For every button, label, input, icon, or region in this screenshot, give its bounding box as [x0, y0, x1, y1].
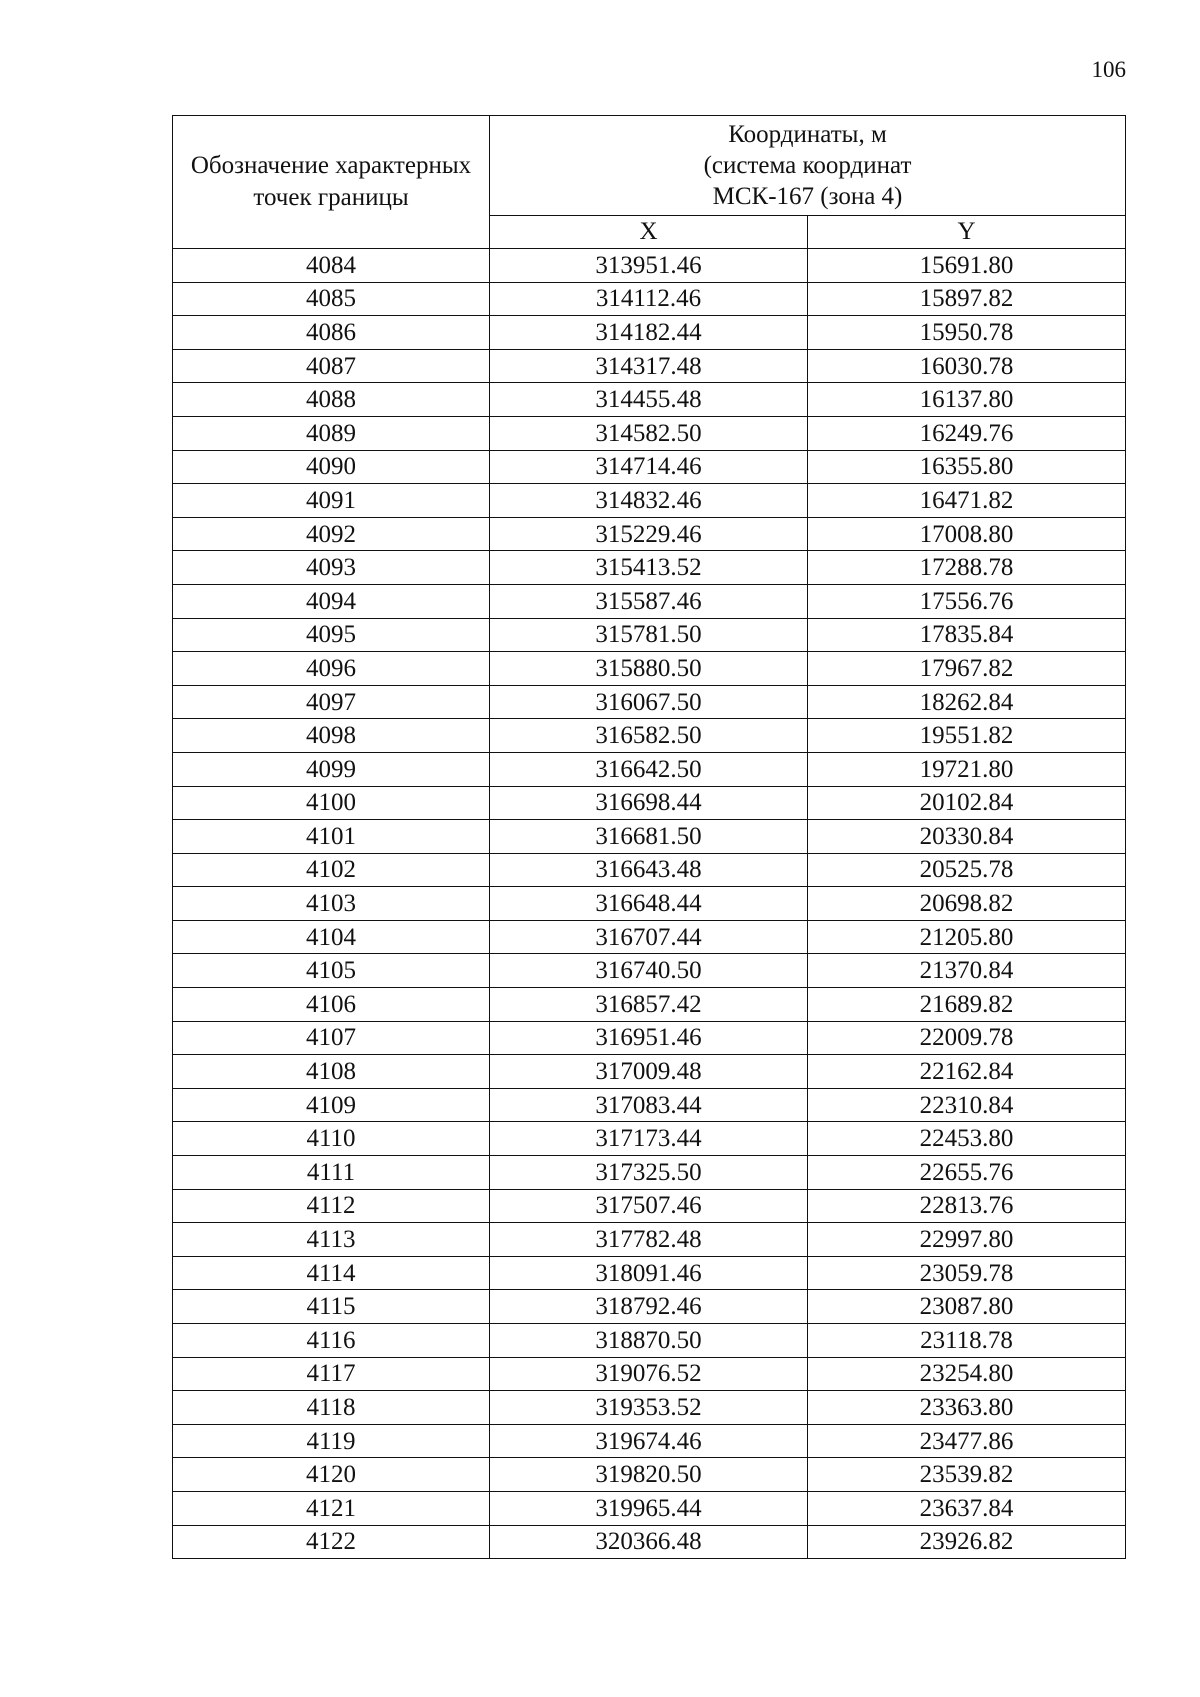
x-cell: 317782.48 [490, 1223, 808, 1257]
point-cell: 4121 [173, 1491, 490, 1525]
table-row [173, 719, 1126, 753]
x-cell: 315880.50 [490, 652, 808, 686]
point-cell: 4115 [173, 1290, 490, 1324]
point-cell: 4086 [173, 316, 490, 350]
table-row [173, 282, 1126, 316]
point-cell: 4111 [173, 1156, 490, 1190]
x-cell: 316857.42 [490, 988, 808, 1022]
y-cell: 22453.80 [808, 1122, 1126, 1156]
point-cell: 4117 [173, 1357, 490, 1391]
x-cell: 319076.52 [490, 1357, 808, 1391]
table-row [173, 1324, 1126, 1358]
table-row [173, 416, 1126, 450]
y-cell: 16030.78 [808, 349, 1126, 383]
point-cell: 4119 [173, 1424, 490, 1458]
table-row [173, 853, 1126, 887]
point-cell: 4102 [173, 853, 490, 887]
x-cell: 318792.46 [490, 1290, 808, 1324]
x-cell: 314832.46 [490, 484, 808, 518]
y-cell: 17288.78 [808, 551, 1126, 585]
point-cell: 4098 [173, 719, 490, 753]
table-row [173, 954, 1126, 988]
y-cell: 20330.84 [808, 820, 1126, 854]
table-row [173, 1458, 1126, 1492]
table-row [173, 652, 1126, 686]
x-cell: 316698.44 [490, 786, 808, 820]
y-cell: 22162.84 [808, 1055, 1126, 1089]
point-cell: 4096 [173, 652, 490, 686]
x-cell: 316643.48 [490, 853, 808, 887]
table-row [173, 887, 1126, 921]
y-cell: 16249.76 [808, 416, 1126, 450]
y-cell: 23477.86 [808, 1424, 1126, 1458]
y-cell: 22310.84 [808, 1088, 1126, 1122]
y-cell: 23637.84 [808, 1491, 1126, 1525]
table-row [173, 1156, 1126, 1190]
point-cell: 4113 [173, 1223, 490, 1257]
x-cell: 316681.50 [490, 820, 808, 854]
table-row [173, 1189, 1126, 1223]
point-cell: 4118 [173, 1391, 490, 1425]
point-cell: 4114 [173, 1256, 490, 1290]
y-cell: 20102.84 [808, 786, 1126, 820]
point-cell: 4108 [173, 1055, 490, 1089]
y-cell: 23087.80 [808, 1290, 1126, 1324]
y-cell: 22997.80 [808, 1223, 1126, 1257]
table-row [173, 517, 1126, 551]
x-cell: 315413.52 [490, 551, 808, 585]
table-header [173, 116, 1126, 249]
table-row [173, 551, 1126, 585]
y-cell: 16471.82 [808, 484, 1126, 518]
table-row [173, 1256, 1126, 1290]
header-coordinates [490, 116, 1126, 216]
y-cell: 20698.82 [808, 887, 1126, 921]
table-row [173, 484, 1126, 518]
x-cell: 316582.50 [490, 719, 808, 753]
point-cell: 4116 [173, 1324, 490, 1358]
table-row [173, 1055, 1126, 1089]
y-cell: 20525.78 [808, 853, 1126, 887]
point-cell: 4109 [173, 1088, 490, 1122]
point-cell: 4097 [173, 685, 490, 719]
table-row [173, 685, 1126, 719]
point-cell: 4099 [173, 752, 490, 786]
point-cell: 4105 [173, 954, 490, 988]
y-cell: 17835.84 [808, 618, 1126, 652]
x-cell: 314112.46 [490, 282, 808, 316]
x-cell: 313951.46 [490, 249, 808, 283]
x-cell: 319965.44 [490, 1491, 808, 1525]
y-cell: 23254.80 [808, 1357, 1126, 1391]
x-cell: 316642.50 [490, 752, 808, 786]
table-row [173, 316, 1126, 350]
y-cell: 23363.80 [808, 1391, 1126, 1425]
point-cell: 4101 [173, 820, 490, 854]
x-cell: 317325.50 [490, 1156, 808, 1190]
point-cell: 4094 [173, 584, 490, 618]
table-row [173, 249, 1126, 283]
point-cell: 4103 [173, 887, 490, 921]
table-row [173, 1391, 1126, 1425]
y-cell: 22009.78 [808, 1021, 1126, 1055]
table-row [173, 1122, 1126, 1156]
point-cell: 4084 [173, 249, 490, 283]
table-row [173, 1357, 1126, 1391]
table-row [173, 450, 1126, 484]
x-cell: 319353.52 [490, 1391, 808, 1425]
y-cell: 22655.76 [808, 1156, 1126, 1190]
x-cell: 316648.44 [490, 887, 808, 921]
table-row [173, 618, 1126, 652]
table-row [173, 1525, 1126, 1559]
table-row [173, 820, 1126, 854]
point-cell: 4122 [173, 1525, 490, 1559]
y-cell: 17556.76 [808, 584, 1126, 618]
table-row [173, 1021, 1126, 1055]
x-cell: 317507.46 [490, 1189, 808, 1223]
header-coordinates-line3: МСК-167 (зона 4) [712, 182, 903, 210]
x-cell: 318091.46 [490, 1256, 808, 1290]
y-cell: 19721.80 [808, 752, 1126, 786]
point-cell: 4090 [173, 450, 490, 484]
x-cell: 314455.48 [490, 383, 808, 417]
table-row [173, 988, 1126, 1022]
table-row [173, 786, 1126, 820]
x-cell: 315229.46 [490, 517, 808, 551]
table-row [173, 1088, 1126, 1122]
point-cell: 4092 [173, 517, 490, 551]
table-row [173, 584, 1126, 618]
x-cell: 314317.48 [490, 349, 808, 383]
x-cell: 320366.48 [490, 1525, 808, 1559]
y-cell: 16355.80 [808, 450, 1126, 484]
y-cell: 16137.80 [808, 383, 1126, 417]
table-row [173, 1491, 1126, 1525]
x-cell: 314182.44 [490, 316, 808, 350]
y-cell: 15897.82 [808, 282, 1126, 316]
header-coordinates-line1: Координаты, м [728, 120, 887, 148]
x-cell: 316740.50 [490, 954, 808, 988]
table-body [173, 249, 1126, 1559]
x-cell: 316707.44 [490, 920, 808, 954]
point-cell: 4091 [173, 484, 490, 518]
point-cell: 4095 [173, 618, 490, 652]
y-cell: 21205.80 [808, 920, 1126, 954]
point-cell: 4087 [173, 349, 490, 383]
page-number: 106 [1091, 57, 1126, 82]
table-row [173, 1223, 1126, 1257]
y-cell: 17008.80 [808, 517, 1126, 551]
table-row [173, 349, 1126, 383]
y-cell: 17967.82 [808, 652, 1126, 686]
point-cell: 4089 [173, 416, 490, 450]
y-cell: 15691.80 [808, 249, 1126, 283]
x-cell: 315587.46 [490, 584, 808, 618]
point-cell: 4088 [173, 383, 490, 417]
table-row [173, 383, 1126, 417]
x-cell: 314582.50 [490, 416, 808, 450]
point-cell: 4106 [173, 988, 490, 1022]
x-cell: 319674.46 [490, 1424, 808, 1458]
point-cell: 4110 [173, 1122, 490, 1156]
y-cell: 21689.82 [808, 988, 1126, 1022]
y-cell: 22813.76 [808, 1189, 1126, 1223]
x-cell: 317009.48 [490, 1055, 808, 1089]
x-cell: 316067.50 [490, 685, 808, 719]
coordinates-table [172, 115, 1126, 1559]
header-row-top [173, 116, 1126, 216]
y-cell: 23926.82 [808, 1525, 1126, 1559]
x-cell: 315781.50 [490, 618, 808, 652]
x-cell: 317083.44 [490, 1088, 808, 1122]
y-cell: 15950.78 [808, 316, 1126, 350]
table-row [173, 1290, 1126, 1324]
x-cell: 318870.50 [490, 1324, 808, 1358]
header-y: Y [808, 215, 1126, 248]
y-cell: 23539.82 [808, 1458, 1126, 1492]
header-x: X [490, 215, 808, 248]
point-cell: 4104 [173, 920, 490, 954]
table-row [173, 752, 1126, 786]
table-row [173, 1424, 1126, 1458]
point-cell: 4112 [173, 1189, 490, 1223]
point-cell: 4100 [173, 786, 490, 820]
y-cell: 21370.84 [808, 954, 1126, 988]
y-cell: 23059.78 [808, 1256, 1126, 1290]
point-cell: 4085 [173, 282, 490, 316]
y-cell: 23118.78 [808, 1324, 1126, 1358]
x-cell: 317173.44 [490, 1122, 808, 1156]
point-cell: 4093 [173, 551, 490, 585]
header-coordinates-line2: (система координат [703, 151, 912, 179]
y-cell: 19551.82 [808, 719, 1126, 753]
x-cell: 316951.46 [490, 1021, 808, 1055]
table-row [173, 920, 1126, 954]
x-cell: 319820.50 [490, 1458, 808, 1492]
x-cell: 314714.46 [490, 450, 808, 484]
point-cell: 4120 [173, 1458, 490, 1492]
y-cell: 18262.84 [808, 685, 1126, 719]
header-point-designation: Обозначение характерных точек границы [173, 116, 490, 249]
point-cell: 4107 [173, 1021, 490, 1055]
